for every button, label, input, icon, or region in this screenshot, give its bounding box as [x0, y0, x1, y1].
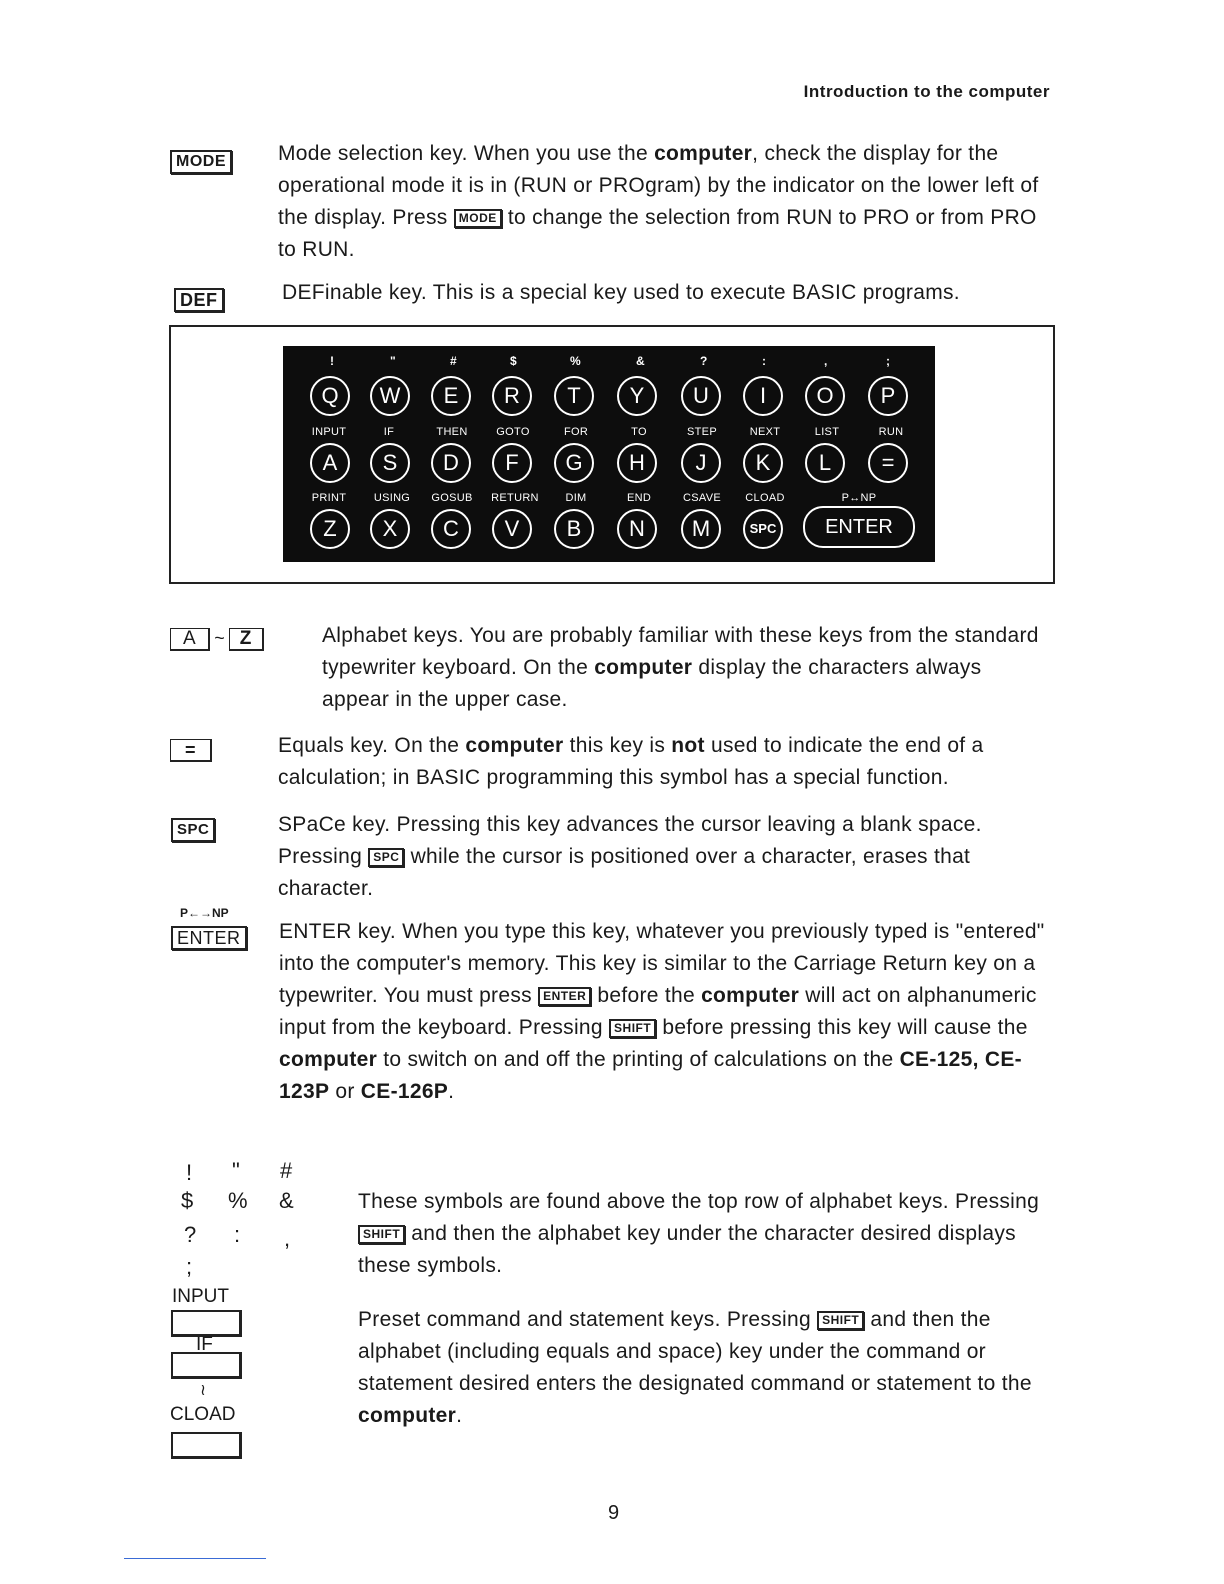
key-spc[interactable]: SPC	[743, 509, 783, 549]
mode-description: Mode selection key. When you use the computer, check the display for the operational mode it is in (RUN or PROgram) by the indicator on the lower left of the display. Press MODE to change the selection from RUN to PRO or from PRO to RUN.	[278, 142, 1039, 261]
key-l[interactable]: L	[805, 443, 845, 483]
key-label: THEN	[436, 426, 468, 438]
key-label: USING	[373, 492, 411, 504]
key-label: LIST	[814, 426, 840, 438]
key-k[interactable]: K	[743, 443, 783, 483]
symbol: $	[181, 1188, 194, 1213]
preset-empty-key	[171, 1352, 242, 1379]
preset-label-input: INPUT	[172, 1286, 229, 1307]
key-n[interactable]: N	[617, 509, 657, 549]
keyboard-symbol: ?	[700, 354, 708, 368]
key-label: DIM	[565, 492, 587, 504]
key-e[interactable]: E	[431, 376, 471, 416]
key-x[interactable]: X	[370, 509, 410, 549]
symbols-description: These symbols are found above the top row of alphabet keys. Pressing SHIFT and then the alphabet key under the character desired displays these symbols.	[358, 1190, 1040, 1277]
symbol: ?	[184, 1222, 197, 1247]
key-label: CLOAD	[745, 492, 785, 504]
key-label: RETURN	[491, 492, 539, 504]
key-label: END	[626, 492, 652, 504]
key-b[interactable]: B	[554, 509, 594, 549]
enter-inline-keycap: ENTER	[538, 987, 591, 1006]
key-v[interactable]: V	[492, 509, 532, 549]
symbol: #	[280, 1158, 293, 1183]
preset-empty-key	[171, 1310, 242, 1337]
page-number: 9	[608, 1502, 620, 1524]
key-label: INPUT	[311, 426, 347, 438]
running-header: Introduction to the computer	[803, 82, 1050, 101]
key-r[interactable]: R	[492, 376, 532, 416]
key-i[interactable]: I	[743, 376, 783, 416]
footer-rule	[124, 1558, 266, 1559]
preset-ellipsis: ≀	[200, 1382, 206, 1399]
equals-keycap: =	[170, 739, 212, 762]
key-j[interactable]: J	[681, 443, 721, 483]
def-key-label	[174, 288, 224, 312]
key-y[interactable]: Y	[617, 376, 657, 416]
key-t[interactable]: T	[554, 376, 594, 416]
key-label: CSAVE	[683, 492, 721, 504]
key-m[interactable]: M	[681, 509, 721, 549]
symbol: :	[234, 1222, 241, 1247]
enter-key-label	[171, 926, 247, 950]
symbol: ,	[284, 1226, 291, 1251]
shift-inline-keycap: SHIFT	[609, 1019, 656, 1038]
symbol: &	[279, 1188, 294, 1213]
def-keycap: DEF	[174, 288, 224, 312]
keyboard-panel	[283, 346, 935, 562]
key-label: IF	[383, 426, 395, 438]
key-o[interactable]: O	[805, 376, 845, 416]
preset-label-cload: CLOAD	[170, 1404, 236, 1425]
key-label: STEP	[687, 426, 717, 438]
key-label: GOTO	[496, 426, 530, 438]
key-label: PRINT	[311, 492, 347, 504]
keyboard-symbol: #	[450, 354, 457, 368]
key-s[interactable]: S	[370, 443, 410, 483]
key-w[interactable]: W	[370, 376, 410, 416]
symbol: !	[186, 1160, 193, 1185]
key-label: GOSUB	[431, 492, 473, 504]
a-keycap: A	[170, 628, 210, 651]
symbol: ;	[186, 1254, 193, 1279]
mode-keycap: MODE	[170, 150, 232, 174]
key-u[interactable]: U	[681, 376, 721, 416]
keyboard-symbol: $	[510, 354, 517, 368]
keyboard-symbol: ,	[824, 354, 828, 368]
preset-empty-key	[171, 1432, 242, 1459]
spc-description: SPaCe key. Pressing this key advances the cursor leaving a blank space. Pressing SPC while the cursor is positioned over a character, erases that character.	[278, 813, 982, 900]
key-a[interactable]: A	[310, 443, 350, 483]
preset-description: Preset command and statement keys. Pressing SHIFT and then the alphabet (including equals and space) key under the command or statement desired enters the designated command or statement to the computer.	[358, 1308, 1032, 1427]
enter-top-label: P←→NP	[180, 906, 229, 920]
shift-inline-keycap: SHIFT	[817, 1311, 864, 1330]
key-f[interactable]: F	[492, 443, 532, 483]
def-description: DEFinable key. This is a special key used to execute BASIC programs.	[282, 281, 960, 304]
key-enter[interactable]: ENTER	[803, 506, 915, 548]
keyboard-symbol: !	[330, 354, 334, 368]
key-label: RUN	[878, 426, 904, 438]
keyboard-symbol: :	[762, 354, 766, 368]
mode-key-label	[170, 150, 232, 174]
keyboard-symbol: &	[636, 354, 645, 368]
spc-key-label	[171, 818, 215, 842]
alpha-description: Alphabet keys. You are probably familiar with these keys from the standard typewriter keyboard. On the computer display the characters always appear in the upper case.	[322, 624, 1039, 711]
preset-label-if: IF	[196, 1334, 213, 1355]
keyboard-symbol: %	[570, 354, 581, 368]
spc-inline-keycap: SPC	[368, 848, 404, 867]
keyboard-symbol: ;	[886, 354, 890, 368]
key-c[interactable]: C	[431, 509, 471, 549]
z-keycap: Z	[229, 628, 264, 651]
symbol: "	[232, 1158, 240, 1183]
equals-key-label	[170, 739, 212, 762]
keyboard-symbol: "	[390, 354, 396, 368]
key-z[interactable]: Z	[310, 509, 350, 549]
enter-description: ENTER key. When you type this key, whatever you previously typed is "entered" into the computer's memory. This key is similar to the Carriage Return key on a typewriter. You must press ENTER before the computer will act on alphanumeric input from the keyboard. Pressing SHIFT before pressing this key will cause the computer to switch on and off the printing of calculations on the CE-125, CE-123P or CE-126P.	[279, 920, 1045, 1103]
key-h[interactable]: H	[617, 443, 657, 483]
key-label: TO	[631, 426, 647, 438]
key-label: FOR	[563, 426, 589, 438]
key-p[interactable]: P	[868, 376, 908, 416]
symbol: %	[228, 1188, 248, 1213]
key-label-pnp: P↔NP	[841, 492, 877, 504]
alpha-keys-label: A ~ Z	[170, 628, 264, 651]
spc-keycap: SPC	[171, 818, 215, 842]
key-d[interactable]: D	[431, 443, 471, 483]
key-g[interactable]: G	[554, 443, 594, 483]
key-equals[interactable]: =	[868, 443, 908, 483]
equals-description: Equals key. On the computer this key is not used to indicate the end of a calculation; in BASIC programming this symbol has a special function.	[278, 734, 984, 789]
key-q[interactable]: Q	[310, 376, 350, 416]
mode-inline-keycap: MODE	[454, 209, 502, 228]
key-label: NEXT	[749, 426, 781, 438]
enter-keycap: ENTER	[171, 926, 247, 950]
shift-inline-keycap: SHIFT	[358, 1225, 405, 1244]
